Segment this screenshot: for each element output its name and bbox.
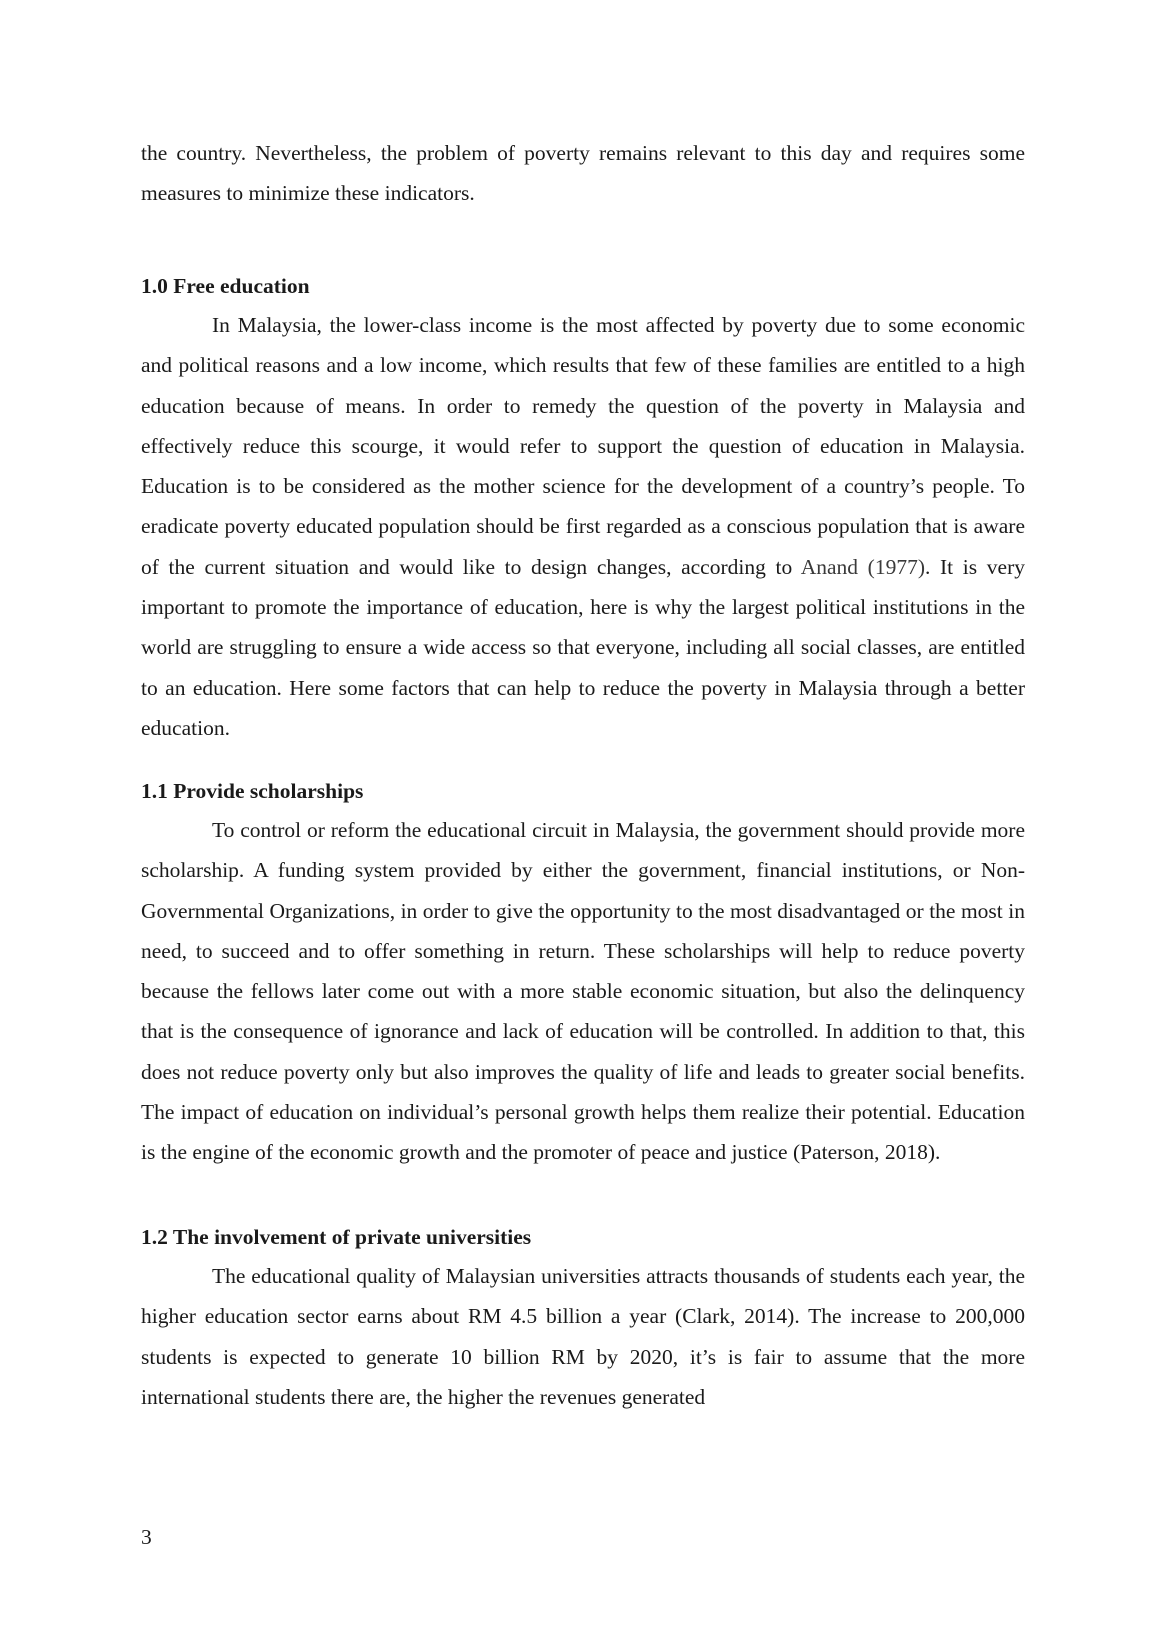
section-heading-private-universities: 1.2 The involvement of private universities [141,1225,532,1249]
section-heading-provide-scholarships: 1.1 Provide scholarships [141,779,364,803]
citation: Anand (1977) [800,554,925,579]
page-number: 3 [141,1525,152,1549]
intro-paragraph: the country. Nevertheless, the problem of poverty remains relevant to this day and requires some measures to minimize these indicators. [141,141,1025,206]
section-paragraph-provide-scholarships: To control or reform the educational circuit in Malaysia, the government should provide more scholarship. A funding system provided by either the government, financial institutions, or Non-Governmental Organizations, in order to give the opportunity to the most disadvantaged or the most in need, to succeed and to offer something in return. These scholarships will help to reduce poverty because the fellows later come out with a more stable economic situation, but also the delinquency that is the consequence of ignorance and lack of education will be controlled. In addition to that, this does not reduce poverty only but also improves the quality of life and leads to greater social benefits. The impact of education on individual’s personal growth helps them realize their potential. Education is the engine of the economic growth and the promoter of peace and justice (Paterson, 2018). [141,818,1025,1165]
section-paragraph-free-education [141,305,1025,748]
section-heading-free-education: 1.0 Free education [141,274,310,298]
paragraph-text: In Malaysia, the lower-class income is the most affected by poverty due to some economic and political reasons and a low income, which results that few of these families are entitled to a high education because of means. In order to remedy the question of the poverty in Malaysia and effectively reduce this scourge, it would refer to support the question of education in Malaysia. Education is to be considered as the mother science for the development of a country’s people. To eradicate poverty educated population should be first regarded as a conscious population that is aware of the current situation and would like to design changes, according to [141,313,1025,579]
section-paragraph-private-universities: The educational quality of Malaysian universities attracts thousands of students each year, the higher education sector earns about RM 4.5 billion a year (Clark, 2014). The increase to 200,000 students is expected to generate 10 billion RM by 2020, it’s is fair to assume that the more international students there are, the higher the revenues generated [141,1264,1025,1409]
paragraph-text: . It is very important to promote the importance of education, here is why the largest political institutions in the world are struggling to ensure a wide access so that everyone, including all social classes, are entitled to an education. Here some factors that can help to reduce the poverty in Malaysia through a better education. [141,554,1025,740]
